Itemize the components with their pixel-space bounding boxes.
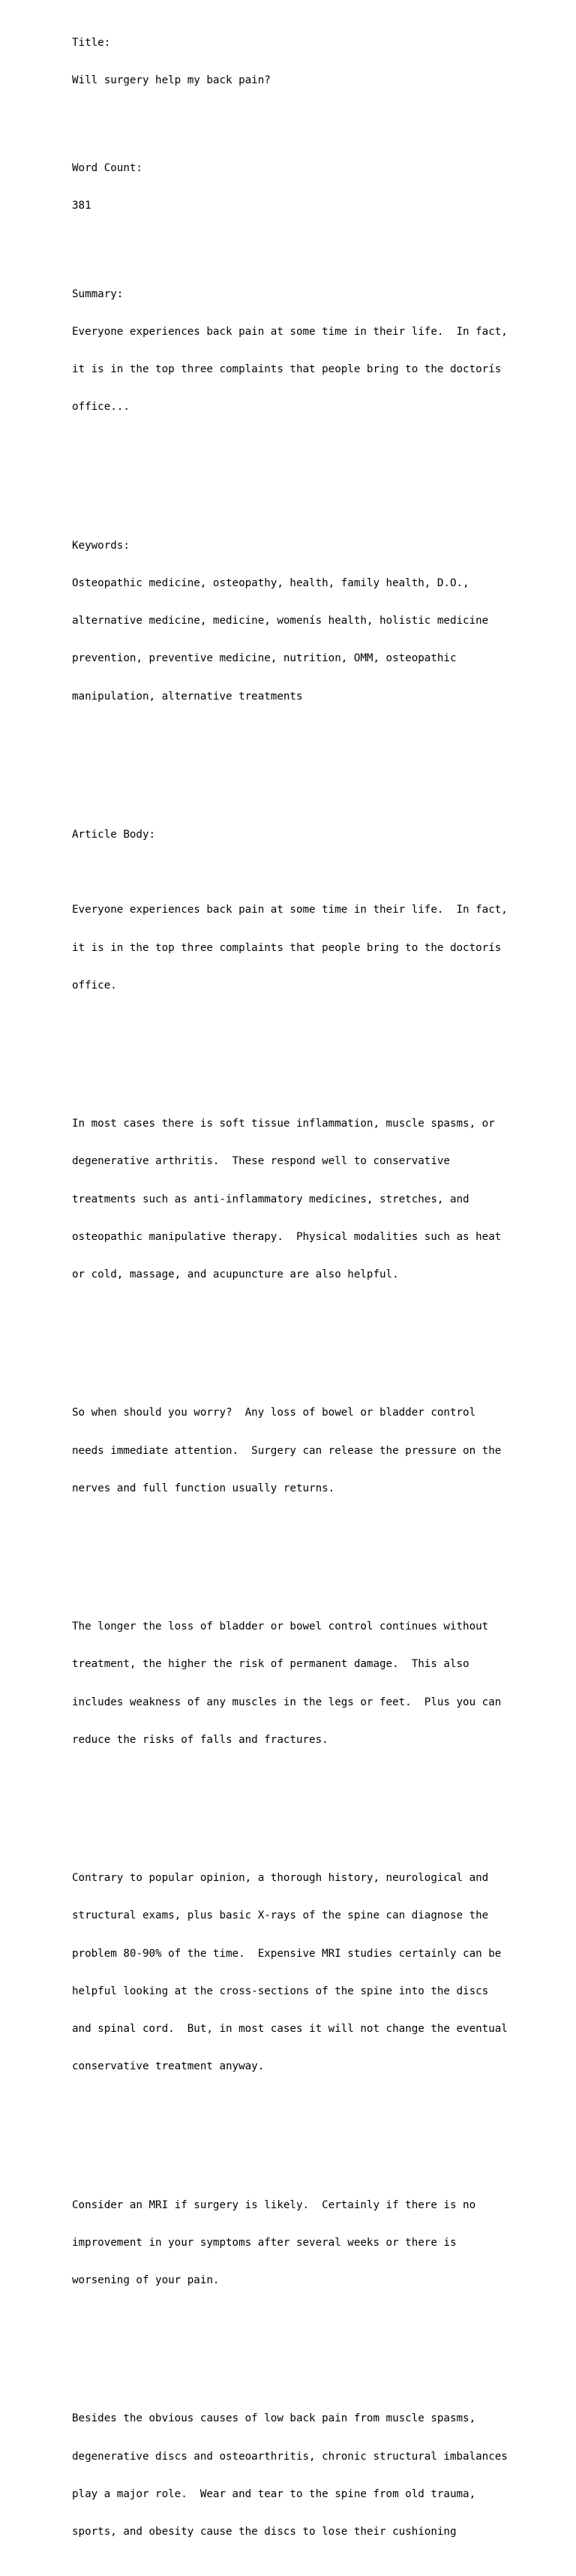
paragraph-line: problem 80-90% of the time. Expensive MRI studies certainly can be	[72, 1947, 502, 1960]
article-paragraph	[72, 1847, 552, 2099]
paragraph-line: degenerative arthritis. These respond well to conservative	[72, 1155, 450, 1168]
paragraph-line: improvement in your symptoms after several weeks or there is	[72, 2236, 457, 2249]
paragraph-line: office.	[72, 979, 117, 992]
paragraph-line: needs immediate attention. Surgery can release the pressure on the	[72, 1444, 502, 1457]
spacer	[72, 2337, 552, 2350]
paragraph-line: it is in the top three complaints that people bring to the doctorís	[72, 941, 502, 954]
spacer	[72, 2123, 552, 2136]
keywords-line: manipulation, alternative treatments	[72, 690, 303, 703]
spacer	[72, 1545, 552, 1558]
paragraph-line: nerves and full function usually returns.	[72, 1482, 335, 1494]
paragraph-line: So when should you worry? Any loss of bowel or bladder control	[72, 1407, 476, 1419]
paragraph-line: helpful looking at the cross-sections of the spine into the discs	[72, 1985, 489, 1997]
article-body-label: Article Body:	[72, 828, 156, 841]
paragraph-line: degenerative discs and osteoarthritis, chronic structural imbalances	[72, 2450, 508, 2463]
article-paragraph	[72, 1382, 552, 1520]
spacer	[72, 489, 552, 502]
word-count-label: Word Count:	[72, 162, 142, 174]
keywords-label: Keywords:	[72, 539, 130, 552]
spacer	[72, 728, 552, 754]
paragraph-line: and spinal cord. But, in most cases it will not change the eventual	[72, 2023, 508, 2035]
title-value: Will surgery help my back pain?	[72, 74, 271, 86]
summary-line: office...	[72, 401, 130, 414]
article-paragraph	[72, 2174, 552, 2312]
summary-line: it is in the top three complaints that people bring to the doctorís	[72, 363, 502, 375]
spacer	[72, 439, 552, 465]
article-paragraph	[72, 879, 552, 1017]
paragraph-line: reduce the risks of falls and fractures.	[72, 1733, 328, 1746]
spacer	[72, 112, 552, 125]
paragraph-line: Contrary to popular opinion, a thorough history, neurological and	[72, 1872, 489, 1884]
paragraph-line: osteopathic manipulative therapy. Physical modalities such as heat	[72, 1230, 502, 1243]
paragraph-line: The longer the loss of bladder or bowel control continues without	[72, 1621, 489, 1633]
keywords-line: prevention, preventive medicine, nutrition, OMM, osteopathic	[72, 652, 457, 665]
summary-label: Summary:	[72, 287, 124, 300]
article-paragraph	[72, 1093, 552, 1307]
spacer	[72, 1043, 552, 1055]
paragraph-line: or cold, massage, and acupuncture are also helpful.	[72, 1268, 399, 1280]
paragraph-line: Besides the obvious causes of low back pain from muscle spasms,	[72, 2412, 476, 2425]
article-paragraph	[72, 1596, 552, 1772]
article-paragraph	[72, 2388, 552, 2564]
paragraph-line: treatments such as anti-inflammatory medicines, stretches, and	[72, 1193, 470, 1205]
paragraph-line: includes weakness of any muscles in the legs or feet. Plus you can	[72, 1696, 502, 1708]
paragraph-line: Consider an MRI if surgery is likely. Certainly if there is no	[72, 2198, 476, 2211]
paragraph-line: conservative treatment anyway.	[72, 2060, 265, 2073]
summary-line: Everyone experiences back pain at some time in their life. In fact,	[72, 325, 508, 338]
keywords-line: Osteopathic medicine, osteopathy, health, family health, D.O.,	[72, 576, 470, 589]
spacer	[72, 238, 552, 251]
keywords-line: alternative medicine, medicine, womenís health, holistic medicine	[72, 615, 489, 627]
paragraph-line: In most cases there is soft tissue inflammation, muscle spasms, or	[72, 1118, 495, 1130]
paragraph-line: structural exams, plus basic X-rays of the spine can diagnose the	[72, 1909, 489, 1922]
word-count-value: 381	[72, 200, 92, 212]
paragraph-line: worsening of your pain.	[72, 2274, 220, 2286]
spacer	[72, 778, 552, 791]
paragraph-line: treatment, the higher the risk of permanent damage. This also	[72, 1658, 470, 1671]
paragraph-line: Everyone experiences back pain at some time in their life. In fact,	[72, 904, 508, 916]
title-label: Title:	[72, 36, 111, 49]
paragraph-line: sports, and obesity cause the discs to lose their cushioning	[72, 2526, 457, 2538]
paragraph-line: play a major role. Wear and tear to the spine from old trauma,	[72, 2487, 476, 2500]
spacer	[72, 1797, 552, 1810]
spacer	[72, 1332, 552, 1344]
article-document	[72, 11, 552, 2576]
